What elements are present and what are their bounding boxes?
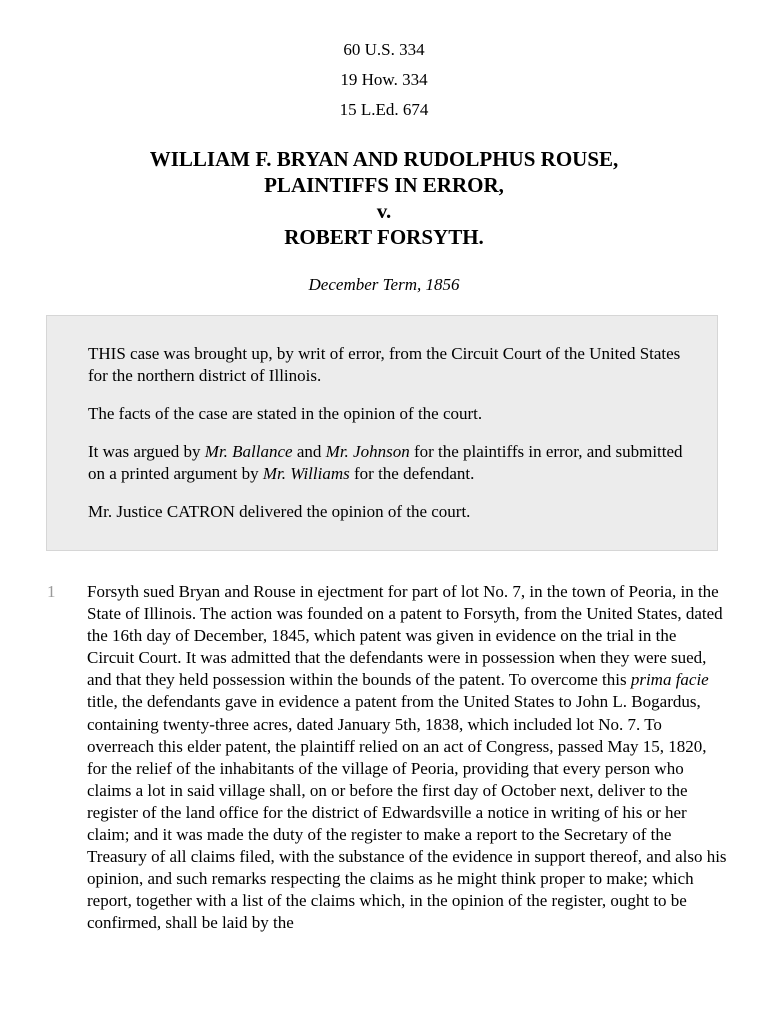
citation-how: 19 How. 334 bbox=[340, 70, 428, 89]
counsel-ballance: Mr. Ballance bbox=[204, 442, 293, 461]
term-date: December Term, 1856 bbox=[308, 275, 460, 294]
paragraph-number: 1 bbox=[47, 582, 56, 601]
counsel-johnson: Mr. Johnson bbox=[325, 442, 410, 461]
citation-us: 60 U.S. 334 bbox=[343, 40, 425, 59]
opinion-paragraph-1 bbox=[87, 581, 727, 935]
opinion-text-part-b: title, the defendants gave in evidence a patent from the United States to John L. Bogardus, containing twenty-three acres, dated January 5th, 1838, which included lot No. 7. To overreach this elder patent, the plaintiff relied on an act of Congress, passed May 15, 1820, for the relief of the inhabitants of the village of Peoria, providing that every person who claims a lot in said village shall, on or before the first day of October next, deliver to the register of the land office for the district of Edwardsville a notice in writing of his or her claim; and it was made the duty of the register to make a report to the Secretary of the Treasury of all claims filed, with the substance of the evidence in support thereof, and also his opinion, and such remarks respecting the claims as he might think proper to make; which report, together with a list of the claims which, in the opinion of the register, ought to be confirmed, shall be laid by the bbox=[87, 692, 727, 933]
citation-led: 15 L.Ed. 674 bbox=[339, 100, 429, 119]
case-title-line2: PLAINTIFFS IN ERROR, bbox=[264, 173, 504, 197]
citations bbox=[0, 35, 768, 125]
case-title bbox=[0, 146, 768, 250]
opinion-text-part-a: Forsyth sued Bryan and Rouse in ejectment for part of lot No. 7, in the town of Peoria, in the State of Illinois. The action was founded on a patent to Forsyth, from the United States, dated the 16th day of December, 1845, which patent was given in evidence on the trial in the Circuit Court. It was admitted that the defendants were in possession when they were sued, and that they held possession within the bounds of the patent. To overcome this bbox=[87, 582, 723, 690]
case-title-line1: WILLIAM F. BRYAN AND RUDOLPHUS ROUSE, bbox=[149, 147, 619, 171]
case-title-line4: ROBERT FORSYTH. bbox=[284, 225, 484, 249]
counsel-williams: Mr. Williams bbox=[262, 464, 350, 483]
argued-by-text: It was argued by bbox=[88, 442, 205, 461]
syllabus-paragraph-1: THIS case was brought up, by writ of error, from the Circuit Court of the United States for the northern district of Illinois. bbox=[88, 344, 681, 385]
syllabus-paragraph-4: Mr. Justice CATRON delivered the opinion of the court. bbox=[88, 502, 471, 521]
and-text: and bbox=[292, 442, 326, 461]
case-title-line3: v. bbox=[376, 199, 392, 223]
defendant-text: for the defendant. bbox=[349, 464, 475, 483]
submitted-text: for the plaintiffs in error, and submitted on a printed argument by bbox=[88, 442, 683, 483]
syllabus-box bbox=[46, 315, 718, 551]
syllabus-paragraph-2: The facts of the case are stated in the opinion of the court. bbox=[88, 404, 483, 423]
syllabus-paragraph-3 bbox=[88, 441, 687, 485]
opinion-italic-prima-facie: prima facie bbox=[630, 670, 709, 690]
